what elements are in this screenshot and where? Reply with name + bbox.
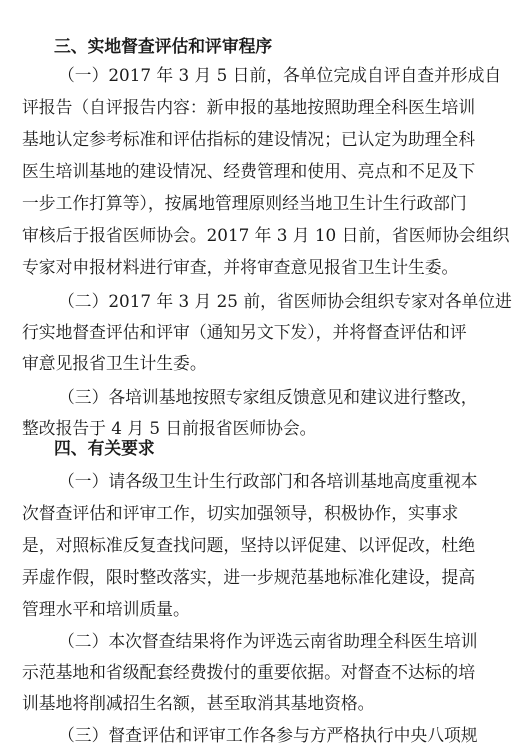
s4-p1-line-5: 管理水平和培训质量。	[22, 599, 190, 619]
s3-p3-line-1: （三）各培训基地按照专家组反馈意见和建议进行整改，	[58, 387, 478, 407]
s4-p1-line-1: （一）请各级卫生计生行政部门和各培训基地高度重视本	[58, 471, 478, 491]
s4-p2-line-2: 示范基地和省级配套经费拨付的重要依据。对督查不达标的培	[22, 662, 476, 682]
s3-p1-line-7: 专家对申报材料进行审查，并将审查意见报省卫生计生委。	[22, 257, 459, 277]
s3-p3-line-2: 整改报告于 4 月 5 日前报省医师协会。	[22, 418, 317, 438]
section-4-heading: 四、有关要求	[54, 438, 155, 458]
s4-p2-line-1: （二）本次督查结果将作为评选云南省助理全科医生培训	[58, 631, 478, 651]
s3-p1-line-3: 基地认定参考标准和评估指标的建设情况；已认定为助理全科	[22, 129, 476, 149]
s3-p1-line-1: （一）2017 年 3 月 5 日前，各单位完成自评自查并形成自	[58, 65, 502, 85]
section-3-heading: 三、实地督查评估和评审程序	[54, 36, 273, 56]
s3-p2-line-3: 审意见报省卫生计生委。	[22, 353, 207, 373]
s3-p2-line-2: 行实地督查评估和评审（通知另文下发），并将督查评估和评	[22, 322, 467, 342]
s3-p1-line-5: 一步工作打算等），按属地管理原则经当地卫生计生行政部门	[22, 193, 467, 213]
s3-p2-line-1: （二）2017 年 3 月 25 前，省医师协会组织专家对各单位进	[58, 291, 512, 311]
s3-p1-line-4: 医生培训基地的建设情况、经费管理和使用、亮点和不足及下	[22, 161, 476, 181]
s3-p1-line-6: 审核后于报省医师协会。2017 年 3 月 10 日前，省医师协会组织	[22, 225, 510, 245]
s4-p3-line-1: （三）督查评估和评审工作各参与方严格执行中央八项规	[58, 725, 478, 745]
s4-p1-line-2: 次督查评估和评审工作，切实加强领导，积极协作，实事求	[22, 503, 459, 523]
s3-p1-line-2: 评报告（自评报告内容：新申报的基地按照助理全科医生培训	[22, 97, 476, 117]
s4-p1-line-3: 是，对照标准反复查找问题，坚持以评促建、以评促改，杜绝	[22, 535, 476, 555]
s4-p1-line-4: 弄虚作假，限时整改落实，进一步规范基地标准化建设，提高	[22, 567, 476, 587]
s4-p2-line-3: 训基地将削减招生名额，甚至取消其基地资格。	[22, 693, 375, 713]
